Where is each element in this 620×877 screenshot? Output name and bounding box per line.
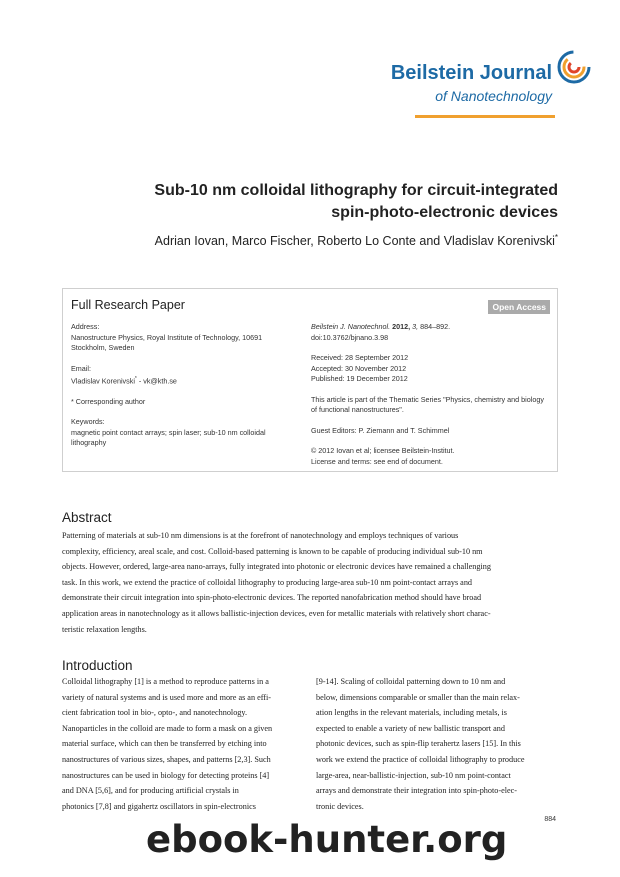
email-address[interactable]: - vk@kth.se [136, 376, 177, 386]
article-info-box [62, 288, 558, 472]
info-right-column [311, 322, 551, 477]
abstract-line: Patterning of materials at sub-10 nm dimensions is at the forefront of nanotechnology and employs techniques of various [62, 531, 459, 540]
series-line: of functional nanostructures". [311, 405, 404, 414]
accepted-date: Accepted: 30 November 2012 [311, 363, 407, 373]
intro-line: nanostructures can be used in biology for detecting proteins [4] [62, 770, 270, 780]
abstract-line: demonstrate their circuit integration into spin-photo-electronic devices. The reported nanofabrication method should have broad [62, 593, 482, 603]
email-label: Email: [71, 363, 91, 373]
abstract-line: task. In this work, we extend the practice of colloidal lithography to producing large-area sub-10 nm point-contact arrays and [62, 577, 473, 587]
abstract-line: application areas in nanotechnology as it allows ballistic-injection devices, even for metallic materials with relatively short charac- [62, 608, 491, 618]
email-mark: * [134, 376, 137, 382]
keywords-line: lithography [71, 438, 107, 448]
abstract-body [62, 528, 558, 637]
citation-line [311, 322, 551, 333]
intro-line: photonics [7,8] and gigahertz oscillators in spin-electronics [62, 801, 256, 811]
journal-subtitle: of Nanotechnology [435, 88, 552, 104]
open-access-badge: Open Access [488, 300, 550, 314]
abstract-line: objects. However, ordered, large-area nano-arrays, fully integrated into photonic or electronic devices have remained a challenging [62, 562, 491, 572]
intro-line: material surface, which can then be transferred by etching into [62, 739, 267, 749]
intro-line: large-area, near-ballistic-injection, sub-10 nm point-contact [316, 770, 511, 780]
keywords-line: magnetic point contact arrays; spin laser; sub-10 nm colloidal [71, 427, 266, 437]
intro-line: work we extend the practice of colloidal lithography to produce [316, 754, 525, 764]
journal-logo-icon [556, 49, 592, 85]
citation-volume: 3, [412, 322, 419, 331]
article-type: Full Research Paper [71, 298, 185, 312]
page-number: 884 [544, 816, 556, 823]
citation-pages: 884–892. [420, 322, 451, 331]
abstract-heading: Abstract [62, 510, 112, 525]
intro-line: photonic devices, such as spin-flip terahertz lasers [15]. In this [316, 739, 521, 749]
intro-line: tronic devices. [316, 801, 364, 811]
email-name: Vladislav Korenivski [71, 376, 135, 386]
header-rule [415, 115, 555, 118]
corresponding-note: * Corresponding author [71, 396, 146, 406]
info-left-column [71, 322, 301, 459]
title-line: spin-photo-electronic devices [331, 204, 558, 221]
introduction-right-column [316, 674, 558, 814]
intro-line: nanostructures of various sizes, shapes, and patterns [2,3]. Such [62, 754, 271, 764]
citation-journal: Beilstein J. Nanotechnol. [311, 322, 391, 331]
doi-link[interactable]: doi:10.3762/bjnano.3.98 [311, 332, 389, 342]
introduction-left-column [62, 674, 304, 814]
authors-text: Adrian Iovan, Marco Fischer, Roberto Lo Conte and Vladislav Korenivski [154, 234, 555, 249]
license-line: © 2012 Iovan et al; licensee Beilstein-Institut. [311, 446, 455, 455]
intro-line: Colloidal lithography [1] is a method to reproduce patterns in a [62, 677, 269, 686]
intro-line: [9-14]. Scaling of colloidal patterning down to 10 nm and [316, 677, 506, 686]
author-list [155, 233, 558, 248]
watermark-text: ebook-hunter.org [146, 818, 508, 861]
article-title [88, 180, 558, 224]
journal-name: Beilstein Journal [390, 62, 552, 84]
intro-line: and DNA [5,6], and for producing artificial crystals in [62, 786, 239, 796]
intro-line: Nanoparticles in the colloid are made to form a mask on a given [62, 723, 273, 733]
intro-line: arrays and demonstrate their integration into spin-photo-elec- [316, 786, 517, 796]
received-date: Received: 28 September 2012 [311, 353, 409, 362]
journal-header [0, 0, 620, 130]
address-label: Address: [71, 322, 100, 331]
abstract-line: complexity, efficiency, areal scale, and cost. Colloid-based patterning is known to be capable of producing individual sub-10 nm [62, 546, 483, 556]
guest-editors: Guest Editors: P. Ziemann and T. Schimmel [311, 425, 450, 435]
title-line: Sub-10 nm colloidal lithography for circuit-integrated [154, 182, 558, 199]
keywords-label: Keywords: [71, 417, 105, 427]
address-line: Stockholm, Sweden [71, 343, 135, 352]
intro-line: below, dimensions comparable or smaller than the main relax- [316, 692, 520, 702]
intro-line: expected to enable a variety of new ballistic transport and [316, 723, 505, 733]
introduction-heading: Introduction [62, 658, 133, 673]
abstract-line: teristic relaxation lengths. [62, 624, 147, 634]
address-line: Nanostructure Physics, Royal Institute of Technology, 10691 [71, 332, 263, 342]
intro-line: variety of natural systems and is used more and more as an effi- [62, 692, 272, 702]
series-line: This article is part of the Thematic Series "Physics, chemistry and biology [311, 394, 544, 404]
intro-line: cient fabrication tool in bio-, opto-, and nanotechnology. [62, 708, 248, 718]
citation-year: 2012, [392, 322, 411, 331]
email-line [71, 374, 301, 387]
intro-line: ation lengths in the relevant materials, including metals, is [316, 708, 507, 718]
corresponding-mark: * [554, 233, 558, 242]
license-line: License and terms: see end of document. [311, 456, 443, 466]
published-date: Published: 19 December 2012 [311, 374, 408, 383]
